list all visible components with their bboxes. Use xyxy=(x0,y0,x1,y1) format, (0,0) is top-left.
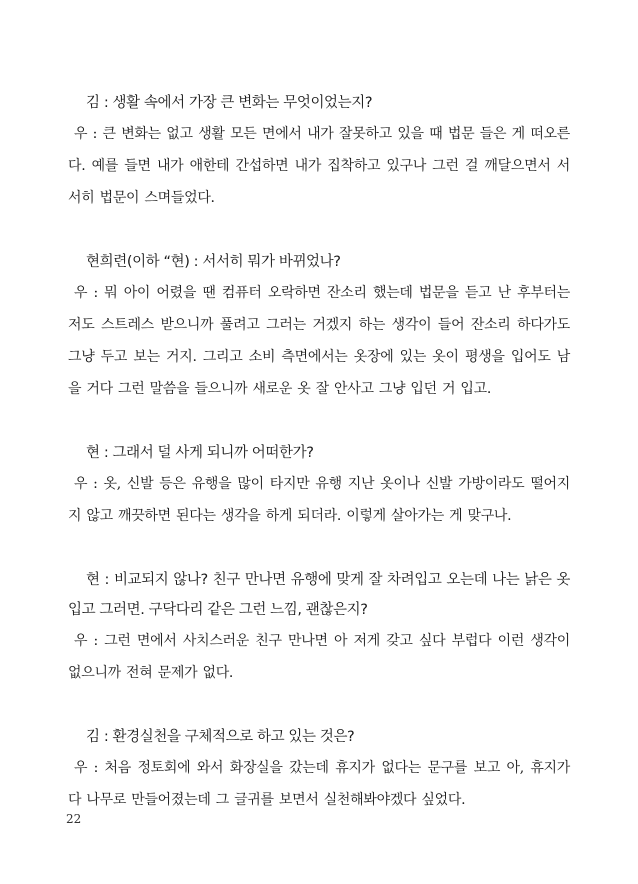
question-4: 현 : 비교되지 않나? 친구 만나면 유행에 맞게 잘 차려입고 오는데 나는 낡은 옷 입고 그러면. 구닥다리 같은 그런 느낌, 괜찮은지? xyxy=(68,572,570,618)
question-5: 김 : 환경실천을 구체적으로 하고 있는 것은? xyxy=(86,729,355,745)
question-3: 현 : 그래서 덜 사게 되니까 어떠한가? xyxy=(86,445,314,461)
page-number: 22 xyxy=(66,812,82,826)
answer-2: 우 : 뭐 아이 어렸을 땐 컴퓨터 오락하면 잔소리 했는데 법문을 듣고 난 후부터는 저도 스트레스 받으니까 풀려고 그러는 거겠지 하는 생각이 들어 잔소리 하다가도 그냥 두고 보는 거지. 그리고 소비 측면에서는 옷장에 있는 옷이 평생을 입어도 남을 거다 그런 말씀을 들으니까 새로운 옷 잘 안사고 그냥 입던 거 입고. xyxy=(68,285,570,397)
qa-block-1 xyxy=(68,88,570,214)
answer-3: 우 : 옷, 신발 등은 유행을 많이 타지만 유행 지난 옷이나 신발 가방이라도 떨어지지 않고 깨끗하면 된다는 생각을 하게 되더라. 이렇게 살아가는 게 맞구나. xyxy=(68,476,570,524)
qa-block-2 xyxy=(68,247,570,405)
interview-content xyxy=(68,88,570,849)
qa-block-5 xyxy=(68,722,570,816)
answer-1: 우 : 큰 변화는 없고 생활 모든 면에서 내가 잘못하고 있을 때 법문 들은 게 떠오른다. 예를 들면 내가 애한테 간섭하면 내가 집착하고 있구나 그런 걸 깨달으면서 서서히 법문이 스며들었다. xyxy=(68,126,570,206)
question-1: 김 : 생활 속에서 가장 큰 변화는 무엇이었는지? xyxy=(86,95,373,111)
qa-block-3 xyxy=(68,438,570,532)
question-2: 현희련(이하 “현) : 서서히 뭐가 바뀌었나? xyxy=(86,254,341,270)
answer-5: 우 : 처음 정토회에 와서 화장실을 갔는데 휴지가 없다는 문구를 보고 아, 휴지가 다 나무로 만들어졌는데 그 글귀를 보면서 실천해봐야겠다 싶었다. xyxy=(68,760,570,808)
answer-4: 우 : 그런 면에서 사치스러운 친구 만나면 아 저게 갖고 싶다 부럽다 이런 생각이 없으니까 전혀 문제가 없다. xyxy=(68,633,570,681)
qa-block-4 xyxy=(68,565,570,689)
